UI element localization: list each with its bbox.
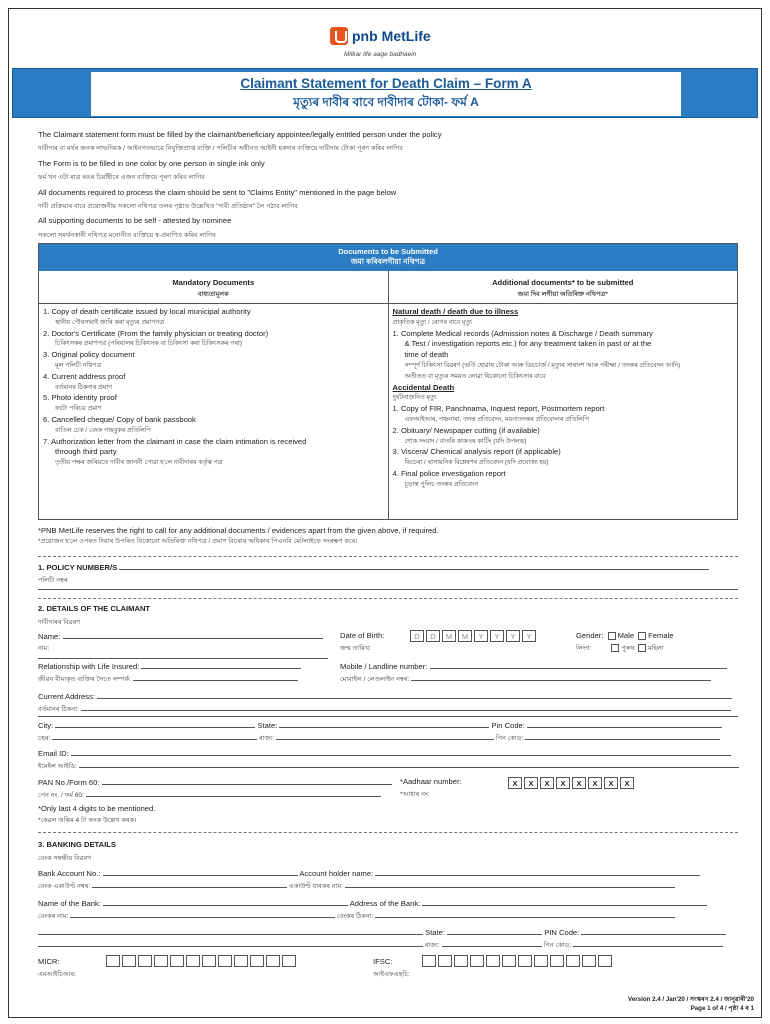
list-item: 4. Current address proof xyxy=(43,371,126,381)
mobile-field-2[interactable] xyxy=(411,673,711,681)
mandatory-header xyxy=(39,271,389,303)
policy-number-field[interactable] xyxy=(119,562,709,570)
additional-header-en: Additional documents* to be submitted xyxy=(492,278,634,287)
aadhaar-box: X xyxy=(524,777,538,789)
list-item-bn: বাতিল চেক / বেংক পাছবুকৰ প্ৰতিলিপি xyxy=(55,426,151,434)
documents-table xyxy=(38,243,738,520)
list-item: 5. Photo identity proof xyxy=(43,393,117,403)
list-item-bn: বৰ্তমানৰ ঠিকনাৰ প্ৰমাণ xyxy=(55,383,112,391)
additional-header-bn: জমা দিব লগীয়া অতিৰিক্ত নথিপত্ৰ* xyxy=(517,291,608,298)
aadhaar-box: X xyxy=(540,777,554,789)
bank-name-label-bn: বেংকৰ নাম: xyxy=(38,913,69,920)
mandatory-list xyxy=(39,304,389,519)
instruction-en: The Claimant statement form must be filled by the claimant/beneficiary appointee/legally entitled person under the policy xyxy=(38,130,442,139)
policy-number-field-2[interactable] xyxy=(38,582,738,590)
micr-label: MICR: xyxy=(38,957,60,966)
list-item-bn: ভিচেৰা / ৰাসায়নিক বিশ্লেষণৰ প্ৰতিবেদন (যদি প্ৰযোজ্য হয়) xyxy=(404,459,549,467)
relationship-label-bn: জীৱন বীমাকৃত ব্যক্তিৰ সৈতে সম্পৰ্ক: xyxy=(38,676,131,683)
banking-title: 3. BANKING DETAILS xyxy=(38,840,116,849)
mobile-label-bn: মোবাইল / লেণ্ডলাইন নম্বৰ: xyxy=(340,676,410,683)
list-item: 3. Viscera/ Chemical analysis report (if applicable) xyxy=(392,447,561,457)
natural-death-title: Natural death / death due to illness xyxy=(392,307,519,316)
list-item-cont: & Test / investigation reports etc.) for any treatment taken in past or at the xyxy=(404,339,652,349)
dob-box: D xyxy=(410,630,424,642)
divider xyxy=(38,832,738,833)
list-item-cont: time of death xyxy=(404,350,449,360)
list-item-bn: অতীতত বা মৃত্যুৰ সময়ত লোৱা যিকোনো চিকিৎসাৰ বাবে xyxy=(404,372,546,380)
relationship-field[interactable] xyxy=(141,661,301,669)
city-field-2[interactable] xyxy=(52,732,257,740)
instruction-en: All documents required to process the claim should be sent to "Claims Entity" mentioned in the page below xyxy=(38,187,397,197)
bank-address-field-2[interactable] xyxy=(375,910,675,918)
address-label: Current Address: xyxy=(38,692,95,701)
address-field[interactable] xyxy=(97,691,732,699)
dob-label-bn: জন্ম তাৰিখ: xyxy=(340,645,371,652)
bank-address-label-bn: বেংকৰ ঠিকনা: xyxy=(336,913,374,920)
note-bn: *প্ৰয়োজন হ'লে ওপৰত দিয়াৰ উপৰিও যিকোনো অতিৰিক্ত নথিপত্ৰ / প্ৰমাণ বিচৰাৰ অধিকাৰ পিএনবি মেটলাইফে সংৰক্ষণ কৰে। xyxy=(38,537,358,545)
name-field[interactable] xyxy=(63,631,323,639)
note-en: *PNB MetLife reserves the right to call for any additional documents / evidences apart from the given above, if required. xyxy=(38,526,439,535)
account-holder-field[interactable] xyxy=(375,868,700,876)
instruction-en: The Form is to be filled in one color by one person in single ink only xyxy=(38,158,265,168)
claimant-section xyxy=(38,604,738,824)
additional-docs-note xyxy=(38,526,738,547)
additional-list xyxy=(389,304,738,519)
address-field-3[interactable] xyxy=(38,709,738,717)
email-label-bn: ইমেইল আইডি: xyxy=(38,763,78,770)
ifsc-input[interactable] xyxy=(422,955,612,967)
documents-header-bn: জমা কৰিবলগীয়া নথিপত্ৰ xyxy=(350,257,426,266)
list-item-bn: তৃতীয় পক্ষৰ জৰিয়তে দাবীৰ জাননী পোৱা হ'লে দাবীদাৰৰ কৰ্তৃত্ব পত্ৰ xyxy=(55,459,223,467)
accidental-death-title: Accidental Death xyxy=(392,382,455,392)
instruction-bn: দাবীদাৰ বা মৰ্থৰ জনক লাভদিয়ক / আইনগতভাৱে নিযুক্তিপ্ৰাপ্ত ব্যক্তি / পলিচীৰ অধীনত আইনী হকদাৰ ব্যক্তিয়ে দাবীদাৰ টোকা পূৰণ কৰিব লাগিব xyxy=(38,145,403,153)
account-number-label: Bank Account No.: xyxy=(38,869,101,878)
male-label: Male xyxy=(617,631,635,640)
aadhaar-note-bn: *কেৱল অন্তিম 4 টা অংক উল্লেখ কৰক। xyxy=(38,817,137,824)
name-label-bn: নাম: xyxy=(38,645,50,652)
divider xyxy=(38,556,738,557)
dob-box: Y xyxy=(522,630,536,642)
aadhaar-box: X xyxy=(556,777,570,789)
dob-label: Date of Birth: xyxy=(340,631,385,640)
dob-box: Y xyxy=(490,630,504,642)
aadhaar-box: X xyxy=(588,777,602,789)
list-item-bn: শোক সংবাদ / বাতৰি কাকতৰ কাটিং (যদি উপলব্ধ) xyxy=(404,437,527,445)
list-item: 1. Copy of death certificate issued by local municipal authority xyxy=(43,307,251,316)
bank-state-label-bn: ৰাজ্য: xyxy=(424,942,440,949)
dob-box: D xyxy=(426,630,440,642)
list-item-bn: চূড়ান্ত পুলিচ তদন্তৰ প্ৰতিবেদন xyxy=(404,480,479,488)
name-label: Name: xyxy=(38,632,61,641)
accidental-death-title-bn: দুৰ্ঘটনাজনিত মৃত্যু xyxy=(392,394,437,402)
list-item: 7. Authorization letter from the claimant in case the claim intimation is received xyxy=(43,436,307,446)
natural-death-title-bn: প্ৰাকৃতিক মৃত্যু / ৰোগৰ বাবে মৃত্যু xyxy=(392,318,472,326)
dob-input[interactable] xyxy=(410,630,536,642)
additional-header xyxy=(389,271,738,303)
list-item: 1. Complete Medical records (Admission notes & Discharge / Death summary xyxy=(392,328,653,338)
bank-address-line[interactable] xyxy=(38,927,423,935)
policy-title: 1. POLICY NUMBER/S xyxy=(38,563,118,572)
claimant-title: 2. DETAILS OF THE CLAIMANT xyxy=(38,604,151,613)
list-item-bn: স্থানীয় পৌৰসভাই জাৰি কৰা মৃত্যুৰ প্ৰমাণপত্ৰ xyxy=(55,318,165,326)
pin-field[interactable] xyxy=(527,720,722,728)
male-label-bn: পুৰুষ xyxy=(621,645,635,652)
female-label: Female xyxy=(648,631,674,640)
email-field[interactable] xyxy=(71,748,731,756)
banking-section xyxy=(38,840,738,980)
aadhaar-input[interactable] xyxy=(508,777,634,789)
name-field-2[interactable] xyxy=(38,651,328,659)
divider xyxy=(38,598,738,599)
pin-label: Pin Code: xyxy=(491,721,525,730)
city-label-bn: চহৰ: xyxy=(38,735,51,742)
bank-address-field[interactable] xyxy=(422,898,707,906)
instruction-en: All supporting documents to be self - attested by nominee xyxy=(38,216,232,226)
instruction-bn: সকলো সমৰ্থনকাৰী নথিপত্ৰ মনোনীত ব্যক্তিয়ে স্ব-প্ৰমাণিত কৰিব লাগিব xyxy=(38,231,216,239)
state-label: State: xyxy=(257,721,278,730)
male-checkbox[interactable] xyxy=(608,632,616,640)
pan-label-bn: পেন নং. / ফৰ্ম 60: xyxy=(38,792,84,799)
email-label: Email ID: xyxy=(38,749,69,758)
pin-field-2[interactable] xyxy=(525,732,720,740)
page-number: Page 1 of 4 / পৃষ্ঠা 4 ৰ 1 xyxy=(690,1005,754,1012)
page-footer xyxy=(628,995,754,1013)
brand-metlife: MetLife xyxy=(381,28,431,44)
instruction-bn: দাবী প্ৰক্ৰিয়াৰ বাবে প্ৰয়োজনীয় সকলো নথিপত্ৰ তলৰ পৃষ্ঠাত উল্লেখিত "দাবী প্ৰতিষ্ঠান" লৈ পঠাব লাগিব xyxy=(38,202,298,210)
list-item: 2. Obituary/ Newspaper cutting (if available) xyxy=(392,425,540,435)
aadhaar-label-bn: *আধাৰ নং: xyxy=(400,791,430,798)
aadhaar-box: X xyxy=(620,777,634,789)
ifsc-label: IFSC: xyxy=(373,957,393,966)
female-label-bn: মহিলা xyxy=(648,645,664,652)
pan-field[interactable] xyxy=(102,777,392,785)
micr-input[interactable] xyxy=(106,955,296,967)
account-number-field-2[interactable] xyxy=(92,880,287,888)
mobile-field[interactable] xyxy=(430,661,727,669)
policy-title-bn: পলিচী নম্বৰ xyxy=(38,577,68,584)
account-holder-field-2[interactable] xyxy=(345,880,675,888)
list-item-bn: এফআইআৰ, পঞ্চনামা, তদন্ত প্ৰতিবেদন, ময়নাতদন্তৰ প্ৰতিবেদনৰ প্ৰতিলিপি xyxy=(404,415,589,423)
logo xyxy=(330,27,431,45)
list-item: 4. Final police investigation report xyxy=(392,468,506,478)
bank-name-field-2[interactable] xyxy=(70,910,335,918)
female-checkbox-bn[interactable] xyxy=(638,644,646,652)
banking-title-bn: বেংক সম্বন্ধীয় বিৱৰণ xyxy=(38,855,92,862)
account-number-field[interactable] xyxy=(103,868,298,876)
bank-pin-label-bn: পিন কোড: xyxy=(543,942,572,949)
bank-address-label: Address of the Bank: xyxy=(349,899,421,908)
male-checkbox-bn[interactable] xyxy=(611,644,619,652)
bank-address-line-2[interactable] xyxy=(38,939,423,947)
pan-label: PAN No./Form 60: xyxy=(38,778,100,787)
bank-state-field[interactable] xyxy=(447,927,542,935)
dob-box: M xyxy=(458,630,472,642)
dob-box: Y xyxy=(474,630,488,642)
list-item: 6. Cancelled cheque/ Copy of bank passbook xyxy=(43,414,196,424)
address-label-bn: বৰ্তমানৰ ঠিকনা: xyxy=(38,706,79,713)
female-checkbox[interactable] xyxy=(638,632,646,640)
gender-label: Gender: xyxy=(576,631,604,640)
mobile-label: Mobile / Landline number: xyxy=(340,662,428,671)
bank-pin-field[interactable] xyxy=(581,927,726,935)
state-field-2[interactable] xyxy=(276,732,494,740)
list-item: 2. Doctor's Certificate (From the family physician or treating doctor) xyxy=(43,328,269,338)
aadhaar-note: *Only last 4 digits to be mentioned. xyxy=(38,804,156,813)
list-item-bn: চিকিৎসকৰ প্ৰমাণপত্ৰ (পৰিয়ালৰ চিকিৎসক বা চিকিৎসা কৰা চিকিৎসকৰ পৰা) xyxy=(55,340,242,348)
tagline: Milkar life aage badhaein xyxy=(344,51,417,58)
aadhaar-box: X xyxy=(508,777,522,789)
dob-box: M xyxy=(442,630,456,642)
gender-label-bn: লিংগ: xyxy=(576,645,592,652)
dob-box: Y xyxy=(506,630,520,642)
list-item: 3. Original policy document xyxy=(43,350,135,360)
mandatory-header-en: Mandatory Documents xyxy=(172,278,255,287)
bank-pin-label: PIN Code: xyxy=(544,928,580,937)
city-field[interactable] xyxy=(55,720,255,728)
bank-name-field[interactable] xyxy=(103,898,348,906)
account-holder-label-bn: একাউণ্ট ধাৰকৰ নাম: xyxy=(288,883,343,890)
list-item: 1. Copy of FIR, Panchnama, Inquest report, Postmortem report xyxy=(392,404,605,414)
documents-header xyxy=(39,244,737,271)
pin-label-bn: পিন কোড: xyxy=(495,735,524,742)
version-label: Version 2.4 / Jan'20 / সংস্কৰণ 2.4 / জানুৱাৰী'20 xyxy=(628,996,754,1003)
list-item-bn: ফটো পৰিচয় প্ৰমাণ xyxy=(55,405,102,413)
aadhaar-box: X xyxy=(572,777,586,789)
account-number-label-bn: বেংক একাউণ্ট নম্বৰ: xyxy=(38,883,91,890)
account-holder-label: Account holder name: xyxy=(299,869,374,878)
bank-name-label: Name of the Bank: xyxy=(38,899,101,908)
bank-pin-field-2[interactable] xyxy=(573,939,723,947)
mandatory-header-bn: বাধ্যতামূলক xyxy=(197,291,229,298)
form-subtitle: মৃত্যুৰ দাবীৰ বাবে দাবীদাৰ টোকা- ফৰ্ম A xyxy=(293,95,479,109)
micr-label-bn: এমআইচিআৰ: xyxy=(38,971,76,978)
pnb-logo-icon xyxy=(330,27,348,45)
relationship-field-2[interactable] xyxy=(133,673,298,681)
relationship-label: Relationship with Life Insured: xyxy=(38,662,140,671)
list-item-cont: through third party xyxy=(55,447,117,457)
list-item-bn: মূল পলিচী নথিপত্ৰ xyxy=(55,361,102,369)
bank-state-field-2[interactable] xyxy=(442,939,542,947)
bank-state-label: State: xyxy=(425,928,445,937)
aadhaar-label: *Aadhaar number: xyxy=(400,777,462,786)
claimant-title-bn: দাবীদাৰৰ বিৱৰণ xyxy=(38,619,81,626)
aadhaar-box: X xyxy=(604,777,618,789)
form-title: Claimant Statement for Death Claim – Form A xyxy=(240,76,532,91)
list-item-bn: সম্পূৰ্ণ চিকিৎসা বিৱৰণ (ভৰ্তি হোৱাৰ টোকা আৰু ডিচচাৰ্জ / মৃত্যুৰ সাৰাংশ আৰু পৰীক্ষা / তদন্তৰ প্ৰতিবেদন আদি) xyxy=(404,361,681,369)
form-banner xyxy=(12,68,758,118)
state-field[interactable] xyxy=(279,720,489,728)
documents-header-en: Documents to be Submitted xyxy=(338,247,438,256)
city-label: City: xyxy=(38,721,54,730)
instructions xyxy=(38,128,738,243)
pan-field-2[interactable] xyxy=(86,789,381,797)
brand-pnb: pnb xyxy=(352,28,378,44)
email-field-2[interactable] xyxy=(79,760,739,768)
instruction-bn: ফৰ্ম খন এটা মাত্ৰ ৰঙৰ চিয়াঁহীৰে এজন ব্যক্তিয়ে পূৰণ কৰিব লাগিব xyxy=(38,174,205,182)
ifsc-label-bn: আইএফএছচি: xyxy=(373,971,410,978)
state-label-bn: ৰাজ্য: xyxy=(259,735,275,742)
